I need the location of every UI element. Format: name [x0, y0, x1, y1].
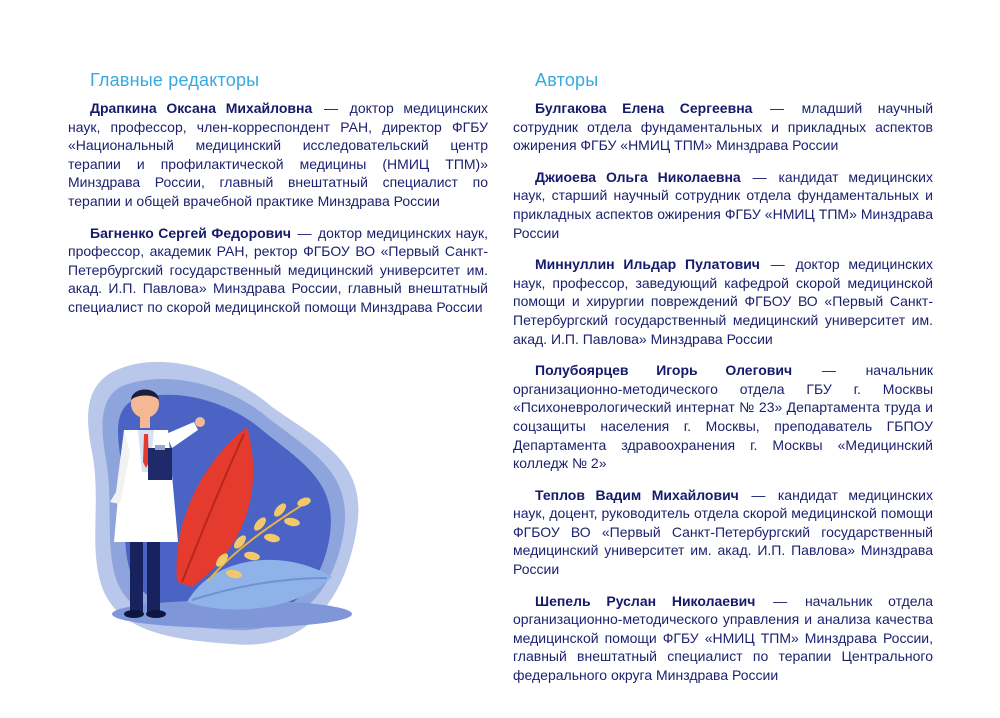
dash: — — [323, 100, 338, 116]
author-description: начальник отдела организационно-методического управления и анализа качества медицинской помощи ФГБУ «НМИЦ ТПМ» Минздрава России, главный внештатный специалист по терапии Центрального федерального округа Минздрава России — [513, 592, 934, 684]
author-entry — [513, 99, 933, 155]
dash: — — [751, 486, 766, 503]
author-entry — [513, 255, 933, 348]
dash: — — [773, 592, 788, 609]
editor-name: Драпкина Оксана Михайловна — [90, 100, 313, 116]
editor-entry — [68, 99, 488, 211]
author-description: младший научный сотрудник отдела фундаментальных и прикладных аспектов ожирения ФГБУ «НМИЦ ТПМ» Минздрава России — [513, 100, 934, 154]
editor-name: Багненко Сергей Федорович — [90, 224, 292, 241]
editors-heading: Главные редакторы — [90, 70, 260, 90]
author-name: Миннуллин Ильдар Пулатович — [535, 256, 760, 273]
dash: — — [752, 168, 767, 185]
author-entry — [513, 486, 933, 579]
author-name: Теплов Вадим Михайлович — [535, 486, 739, 503]
dash: — — [297, 224, 312, 241]
dash: — — [770, 100, 785, 116]
authors-column — [513, 70, 933, 698]
editor-description: доктор медицинских наук, профессор, член-корреспондент РАН, директор ФГБУ «Национальный медицинский исследовательский центр терапии и профилактической медицины (НМИЦ ТПМ)» Минздрава России, главный внештатный специалист по терапии и общей врачебной практике Минздрава России — [68, 100, 489, 209]
editor-entry — [68, 224, 488, 317]
author-name: Джиоева Ольга Николаевна — [535, 168, 741, 185]
author-description: доктор медицинских наук, профессор, заведующий кафедрой скорой медицинской помощи и хирургии повреждений ФГБОУ ВО «Первый Санкт-Петербургский государственный медицинский университет им. акад. И.П. Павлова» Минздрава России — [513, 256, 934, 347]
authors-heading: Авторы — [535, 70, 599, 90]
author-name: Шепель Руслан Николаевич — [535, 592, 756, 609]
author-description: кандидат медицинских наук, старший научный сотрудник отдела фундаментальных и прикладных аспектов ожирения ФГБУ «НМИЦ ТПМ» Минздрава России — [513, 168, 933, 241]
doctor-illustration — [82, 352, 382, 652]
author-description: начальник организационно-методического отдела ГБУ г. Москвы «Психоневрологический интернат № 23» Департамента труда и соцзащиты населения г. Москвы, преподаватель ГБПОУ Департамента здравоохранения г. Москвы «Медицинский колледж № 2» — [513, 362, 934, 472]
author-name: Булгакова Елена Сергеевна — [535, 100, 753, 116]
dash: — — [821, 362, 836, 379]
author-name: Полубоярцев Игорь Олегович — [535, 362, 793, 379]
author-description: кандидат медицинских наук, доцент, руководитель отдела скорой медицинской помощи ФГБОУ ВО «Первый Санкт-Петербургский государственный медицинский университет им. акад. И.П. Павлова» Минздрава России — [513, 486, 934, 578]
author-entry — [513, 592, 933, 685]
editor-description: доктор медицинских наук, профессор, академик РАН, ректор ФГБОУ ВО «Первый Санкт-Петербургский государственный медицинский университет им. акад. И.П. Павлова» Минздрава России, главный внештатный специалист по скорой медицинской помощи Минздрава России — [68, 224, 488, 315]
author-entry — [513, 361, 933, 473]
author-entry — [513, 168, 933, 242]
dash: — — [770, 256, 785, 273]
editors-column — [68, 70, 488, 330]
